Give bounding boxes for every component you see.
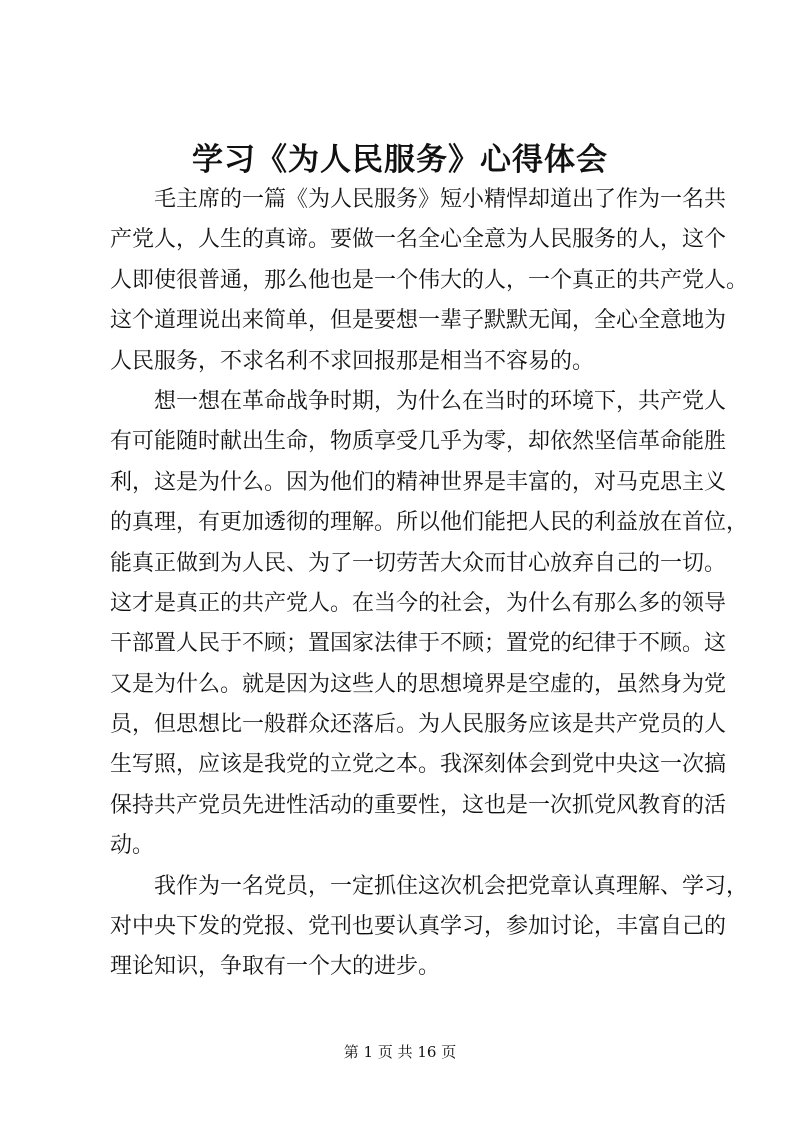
text-line: 这才是真正的共产党人。在当今的社会，为什么有那么多的领导 — [110, 590, 727, 616]
text-line: 利，这是为什么。因为他们的精神世界是丰富的，对马克思主义 — [110, 469, 727, 495]
text-line: 人民服务，不求名利不求回报那是相当不容易的。 — [110, 348, 595, 374]
text-line: 的真理，有更加透彻的理解。所以他们能把人民的利益放在首位， — [110, 510, 749, 536]
text-line: 我作为一名党员，一定抓住这次机会把党章认真理解、学习， — [154, 873, 749, 899]
text-line: 能真正做到为人民、为了一切劳苦大众而甘心放弃自己的一切。 — [110, 550, 727, 576]
text-line: 有可能随时献出生命，物质享受几乎为零，却依然坚信革命能胜 — [110, 429, 727, 455]
text-line: 对中央下发的党报、党刊也要认真学习，参加讨论，丰富自己的 — [110, 914, 727, 940]
document-title: 学习《为人民服务》心得体会 — [192, 142, 608, 178]
text-line: 理论知识，争取有一个大的进步。 — [110, 954, 441, 980]
text-line: 这个道理说出来简单，但是要想一辈子默默无闻，全心全意地为 — [110, 308, 727, 334]
text-line: 人即使很普通，那么他也是一个伟大的人，一个真正的共产党人。 — [110, 267, 749, 293]
text-line: 员，但思想比一般群众还落后。为人民服务应该是共产党员的人 — [110, 712, 727, 738]
text-line: 想一想在革命战争时期，为什么在当时的环境下，共产党人 — [154, 388, 727, 414]
text-line: 产党人，人生的真谛。要做一名全心全意为人民服务的人，这个 — [110, 227, 727, 253]
text-line: 又是为什么。就是因为这些人的思想境界是空虚的，虽然身为党 — [110, 671, 727, 697]
text-line: 生写照，应该是我党的立党之本。我深刻体会到党中央这一次搞 — [110, 752, 727, 778]
text-line: 保持共产党员先进性活动的重要性，这也是一次抓党风教育的活 — [110, 792, 727, 818]
paragraph-2 — [110, 382, 749, 867]
paragraph-1 — [110, 180, 749, 382]
page-footer: 第 1 页 共 16 页 — [343, 1043, 457, 1061]
text-line: 毛主席的一篇《为人民服务》短小精悍却道出了作为一名共 — [154, 187, 727, 212]
document-body — [110, 180, 749, 988]
paragraph-3 — [110, 867, 749, 988]
text-line: 干部置人民于不顾；置国家法律于不顾；置党的纪律于不顾。这 — [110, 631, 727, 657]
text-line: 动。 — [110, 833, 155, 859]
